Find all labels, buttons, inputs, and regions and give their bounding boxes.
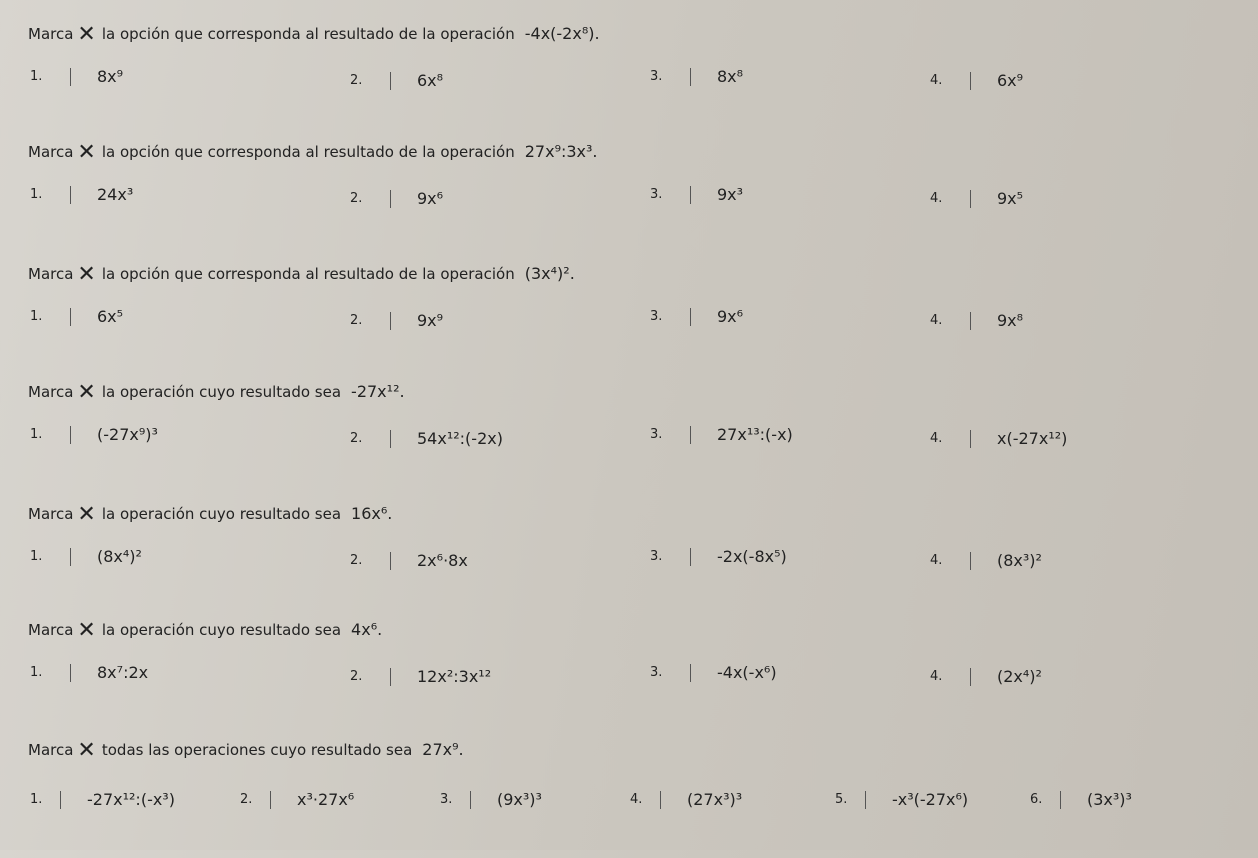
option-checkbox[interactable]: [970, 552, 989, 570]
option-checkbox[interactable]: [690, 426, 709, 444]
answer-option[interactable]: [930, 311, 1023, 330]
option-expression: (8x⁴)²: [97, 547, 142, 566]
option-checkbox[interactable]: [970, 72, 989, 90]
option-expression: (-27x⁹)³: [97, 425, 158, 444]
option-expression: x³·27x⁶: [297, 790, 355, 809]
prompt-text: la operación cuyo resultado sea: [101, 505, 342, 523]
question-block: [0, 502, 1258, 622]
answer-option[interactable]: [30, 425, 158, 444]
option-checkbox[interactable]: [70, 308, 89, 326]
prompt-text: la operación cuyo resultado sea: [101, 621, 342, 639]
prompt-text: la opción que corresponda al resultado de la operación: [101, 25, 515, 43]
answer-option[interactable]: [930, 551, 1042, 570]
option-number: 1.: [30, 549, 43, 564]
answer-option[interactable]: [650, 67, 743, 86]
option-checkbox[interactable]: [690, 664, 709, 682]
option-expression: (8x³)²: [997, 551, 1042, 570]
answer-option[interactable]: [350, 71, 443, 90]
answer-option[interactable]: [240, 790, 354, 809]
option-expression: -4x(-x⁶): [717, 663, 777, 682]
option-number: 3.: [650, 665, 663, 680]
option-checkbox[interactable]: [1060, 791, 1079, 809]
question-block: [0, 738, 1258, 858]
option-checkbox[interactable]: [270, 791, 289, 809]
answer-option[interactable]: [650, 425, 793, 444]
prompt-expression: 4x⁶.: [351, 620, 383, 639]
question-block: [0, 262, 1258, 382]
option-checkbox[interactable]: [970, 190, 989, 208]
prompt-text: la opción que corresponda al resultado de la operación: [101, 265, 515, 283]
answer-option[interactable]: [350, 189, 443, 208]
answer-option[interactable]: [30, 790, 175, 809]
answer-option[interactable]: [650, 663, 777, 682]
option-expression: 9x⁹: [417, 311, 444, 330]
option-number: 4.: [930, 313, 943, 328]
answer-option[interactable]: [930, 429, 1067, 448]
cross-mark-icon: ✕: [77, 22, 96, 47]
question-prompt: [28, 618, 382, 643]
option-checkbox[interactable]: [690, 186, 709, 204]
option-expression: x(-27x¹²): [997, 429, 1068, 448]
cross-mark-icon: ✕: [77, 262, 96, 287]
option-number: 1.: [30, 187, 43, 202]
option-checkbox[interactable]: [70, 664, 89, 682]
option-checkbox[interactable]: [390, 430, 409, 448]
option-number: 2.: [350, 431, 363, 446]
option-expression: 9x⁶: [717, 307, 744, 326]
question-prompt: [28, 22, 600, 47]
answer-option[interactable]: [630, 790, 742, 809]
prompt-expression: 16x⁶.: [351, 504, 393, 523]
option-number: 2.: [240, 792, 253, 807]
answer-option[interactable]: [350, 429, 503, 448]
option-checkbox[interactable]: [70, 426, 89, 444]
prompt-text: la opción que corresponda al resultado de la operación: [101, 143, 515, 161]
option-checkbox[interactable]: [690, 308, 709, 326]
option-expression: (27x³)³: [687, 790, 743, 809]
option-number: 3.: [650, 549, 663, 564]
option-checkbox[interactable]: [390, 668, 409, 686]
answer-option[interactable]: [350, 667, 491, 686]
cross-mark-icon: ✕: [77, 502, 96, 527]
prompt-lead: Marca: [28, 143, 74, 161]
answer-option[interactable]: [1030, 790, 1132, 809]
option-number: 1.: [30, 309, 43, 324]
option-checkbox[interactable]: [390, 552, 409, 570]
option-number: 1.: [30, 427, 43, 442]
option-number: 2.: [350, 73, 363, 88]
answer-option[interactable]: [930, 189, 1023, 208]
prompt-lead: Marca: [28, 621, 74, 639]
option-checkbox[interactable]: [865, 791, 884, 809]
answer-option[interactable]: [30, 663, 148, 682]
prompt-expression: 27x⁹:3x³.: [524, 142, 598, 161]
option-checkbox[interactable]: [690, 68, 709, 86]
cross-mark-icon: ✕: [77, 380, 96, 405]
question-prompt: [28, 380, 405, 405]
prompt-expression: -27x¹².: [351, 382, 405, 401]
option-number: 4.: [930, 669, 943, 684]
option-number: 2.: [350, 313, 363, 328]
cross-mark-icon: ✕: [77, 140, 96, 165]
option-checkbox[interactable]: [60, 791, 79, 809]
option-number: 4.: [930, 73, 943, 88]
answer-option[interactable]: [30, 307, 123, 326]
answer-option[interactable]: [650, 307, 743, 326]
option-checkbox[interactable]: [660, 791, 679, 809]
option-checkbox[interactable]: [970, 312, 989, 330]
option-number: 5.: [835, 792, 848, 807]
prompt-lead: Marca: [28, 383, 74, 401]
option-checkbox[interactable]: [70, 68, 89, 86]
answer-option[interactable]: [835, 790, 968, 809]
option-expression: 27x¹³:(-x): [717, 425, 793, 444]
option-expression: 12x²:3x¹²: [417, 667, 492, 686]
option-checkbox[interactable]: [390, 72, 409, 90]
option-checkbox[interactable]: [970, 430, 989, 448]
prompt-text: todas las operaciones cuyo resultado sea: [101, 741, 413, 759]
cross-mark-icon: ✕: [77, 738, 96, 763]
option-expression: 9x⁸: [997, 311, 1024, 330]
question-prompt: [28, 140, 598, 165]
answer-option[interactable]: [650, 547, 787, 566]
question-block: [0, 618, 1258, 738]
option-checkbox[interactable]: [70, 548, 89, 566]
option-expression: (2x⁴)²: [997, 667, 1042, 686]
option-expression: 6x⁸: [417, 71, 444, 90]
option-number: 3.: [650, 427, 663, 442]
answer-option[interactable]: [30, 67, 123, 86]
prompt-expression: (3x⁴)².: [524, 264, 575, 283]
option-expression: 54x¹²:(-2x): [417, 429, 503, 448]
option-number: 4.: [930, 553, 943, 568]
option-expression: 8x⁹: [97, 67, 124, 86]
prompt-expression: 27x⁹.: [422, 740, 464, 759]
option-number: 1.: [30, 792, 43, 807]
option-expression: -27x¹²:(-x³): [87, 790, 175, 809]
option-expression: (3x³)³: [1087, 790, 1132, 809]
option-expression: -x³(-27x⁶): [892, 790, 969, 809]
option-number: 6.: [1030, 792, 1043, 807]
prompt-lead: Marca: [28, 505, 74, 523]
option-number: 4.: [930, 191, 943, 206]
answer-option[interactable]: [650, 185, 743, 204]
question-prompt: [28, 502, 392, 527]
prompt-text: la operación cuyo resultado sea: [101, 383, 342, 401]
option-checkbox[interactable]: [70, 186, 89, 204]
prompt-lead: Marca: [28, 265, 74, 283]
answer-option[interactable]: [930, 71, 1023, 90]
option-checkbox[interactable]: [390, 190, 409, 208]
prompt-lead: Marca: [28, 741, 74, 759]
prompt-expression: -4x(-2x⁸).: [524, 24, 600, 43]
option-number: 3.: [650, 187, 663, 202]
answer-option[interactable]: [30, 547, 142, 566]
option-number: 1.: [30, 665, 43, 680]
option-expression: 6x⁵: [97, 307, 124, 326]
option-checkbox[interactable]: [970, 668, 989, 686]
option-checkbox[interactable]: [690, 548, 709, 566]
question-block: [0, 380, 1258, 500]
option-number: 4.: [930, 431, 943, 446]
answer-option[interactable]: [30, 185, 133, 204]
option-expression: 8x⁷:2x: [97, 663, 149, 682]
question-prompt: [28, 262, 575, 287]
option-number: 3.: [650, 69, 663, 84]
question-block: [0, 22, 1258, 142]
option-number: 1.: [30, 69, 43, 84]
option-expression: -2x(-8x⁵): [717, 547, 787, 566]
option-expression: 8x⁸: [717, 67, 744, 86]
answer-option[interactable]: [930, 667, 1042, 686]
prompt-lead: Marca: [28, 25, 74, 43]
option-expression: 9x⁶: [417, 189, 444, 208]
answer-option[interactable]: [440, 790, 542, 809]
option-checkbox[interactable]: [470, 791, 489, 809]
answer-option[interactable]: [350, 311, 443, 330]
option-expression: 6x⁹: [997, 71, 1024, 90]
option-number: 2.: [350, 669, 363, 684]
option-expression: 2x⁶·8x: [417, 551, 468, 570]
option-checkbox[interactable]: [390, 312, 409, 330]
cross-mark-icon: ✕: [77, 618, 96, 643]
answer-option[interactable]: [350, 551, 468, 570]
option-expression: 9x⁵: [997, 189, 1024, 208]
question-prompt: [28, 738, 464, 763]
question-block: [0, 140, 1258, 260]
option-number: 2.: [350, 191, 363, 206]
option-expression: 9x³: [717, 185, 744, 204]
option-number: 4.: [630, 792, 643, 807]
option-expression: 24x³: [97, 185, 134, 204]
option-number: 3.: [650, 309, 663, 324]
option-number: 3.: [440, 792, 453, 807]
option-number: 2.: [350, 553, 363, 568]
option-expression: (9x³)³: [497, 790, 542, 809]
